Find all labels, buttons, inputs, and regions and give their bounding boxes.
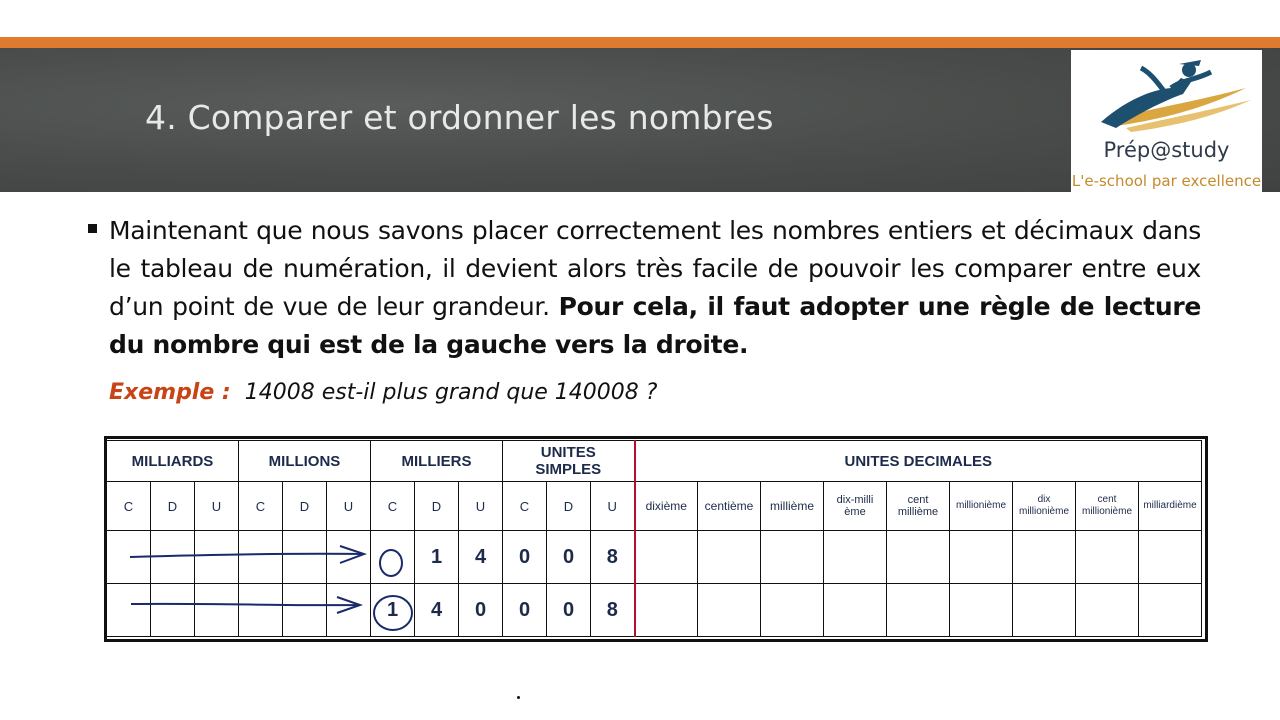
logo-figure-icon (1071, 50, 1262, 140)
col-header: C (239, 482, 283, 531)
group-header-row (107, 441, 1202, 482)
logo-name: Prép@study (1103, 138, 1230, 162)
digit-cell-circled: 1 (371, 584, 415, 637)
decimal-cell (824, 531, 887, 584)
digit-cell (239, 531, 283, 584)
col-header: D (547, 482, 591, 531)
numeration-table (106, 440, 1202, 637)
group-millions: MILLIONS (239, 441, 371, 482)
digit-cell (195, 531, 239, 584)
digit-cell (107, 531, 151, 584)
digit-cell: 4 (459, 531, 503, 584)
bullet-square-icon (88, 224, 97, 233)
digit-cell: 8 (591, 584, 635, 637)
decimal-cell (950, 531, 1013, 584)
col-header: U (591, 482, 635, 531)
col-header-decimal (1076, 482, 1139, 531)
col-header-decimal-label: cent millième (897, 494, 939, 518)
col-header-decimal (1013, 482, 1076, 531)
col-header: C (371, 482, 415, 531)
col-header: U (195, 482, 239, 531)
col-header-decimal (887, 482, 950, 531)
table-row-14008 (107, 531, 1202, 584)
example-question: 14008 est-il plus grand que 140008 ? (244, 380, 658, 405)
group-milliards: MILLIARDS (107, 441, 239, 482)
decimal-cell (1013, 531, 1076, 584)
col-header: C (107, 482, 151, 531)
digit-cell: 0 (547, 531, 591, 584)
digit-cell (151, 531, 195, 584)
paragraph-normal-text: Maintenant que nous savons placer correctement les nombres entiers et décimaux dans le tableau de numération, il devient alors très facile de pouvoir les comparer entre eux d’un point de vue de leur grandeur. (109, 216, 1201, 321)
col-header-decimal-label: dix-millième (836, 494, 874, 518)
decimal-cell (950, 584, 1013, 637)
decimal-cell (1139, 531, 1202, 584)
digit-cell-circled (371, 531, 415, 584)
col-header: D (151, 482, 195, 531)
decimal-cell (1013, 584, 1076, 637)
column-header-row (107, 482, 1202, 531)
col-header-decimal-label: cent millionième (1081, 494, 1132, 517)
col-header-decimal: centième (698, 482, 761, 531)
col-header: U (459, 482, 503, 531)
decimal-cell (887, 531, 950, 584)
digit-cell: 0 (459, 584, 503, 637)
decimal-cell (635, 584, 698, 637)
decimal-cell (1139, 584, 1202, 637)
digit-cell (195, 584, 239, 637)
decimal-cell (698, 531, 761, 584)
digit-cell: 0 (503, 531, 547, 584)
example-line (109, 380, 657, 405)
group-unites-decimales: UNITES DECIMALES (635, 441, 1202, 482)
digit-cell (327, 584, 371, 637)
col-header-decimal: milliardième (1139, 482, 1202, 531)
logo-tagline: L'e-school par excellence (1071, 172, 1262, 190)
digit-cell: 0 (503, 584, 547, 637)
digit-cell (283, 584, 327, 637)
group-unites-simples (503, 441, 635, 482)
digit-cell (239, 584, 283, 637)
col-header: U (327, 482, 371, 531)
digit-cell (107, 584, 151, 637)
table-row-140008 (107, 584, 1202, 637)
digit-cell: 1 (415, 531, 459, 584)
top-strip (0, 0, 1280, 37)
pointer-dot (517, 696, 520, 699)
digit-cell: 4 (415, 584, 459, 637)
accent-bar (0, 37, 1280, 48)
col-header: D (283, 482, 327, 531)
digit-cell: 0 (547, 584, 591, 637)
col-header: D (415, 482, 459, 531)
main-paragraph (109, 212, 1201, 364)
decimal-cell (887, 584, 950, 637)
digit-cell (151, 584, 195, 637)
col-header-decimal: millionième (950, 482, 1013, 531)
slide-title: 4. Comparer et ordonner les nombres (145, 98, 774, 137)
col-header-decimal (824, 482, 887, 531)
group-milliers: MILLIERS (371, 441, 503, 482)
digit-cell (327, 531, 371, 584)
digit-cell (283, 531, 327, 584)
col-header-decimal-label: dix millionième (1018, 494, 1069, 517)
decimal-cell (761, 531, 824, 584)
decimal-cell (635, 531, 698, 584)
logo (1071, 50, 1262, 192)
decimal-cell (761, 584, 824, 637)
col-header: C (503, 482, 547, 531)
decimal-cell (698, 584, 761, 637)
digit-cell: 8 (591, 531, 635, 584)
decimal-cell (1076, 531, 1139, 584)
example-label: Exemple : (109, 380, 231, 405)
paragraph-bold-text: Pour cela, il faut adopter une règle de lecture du nombre qui est de la gauche vers la droite. (109, 292, 1202, 359)
decimal-cell (1076, 584, 1139, 637)
decimal-cell (824, 584, 887, 637)
col-header-decimal: dixième (635, 482, 698, 531)
col-header-decimal: millième (761, 482, 824, 531)
group-unites-simples-label: UNITES SIMPLES (535, 444, 602, 478)
